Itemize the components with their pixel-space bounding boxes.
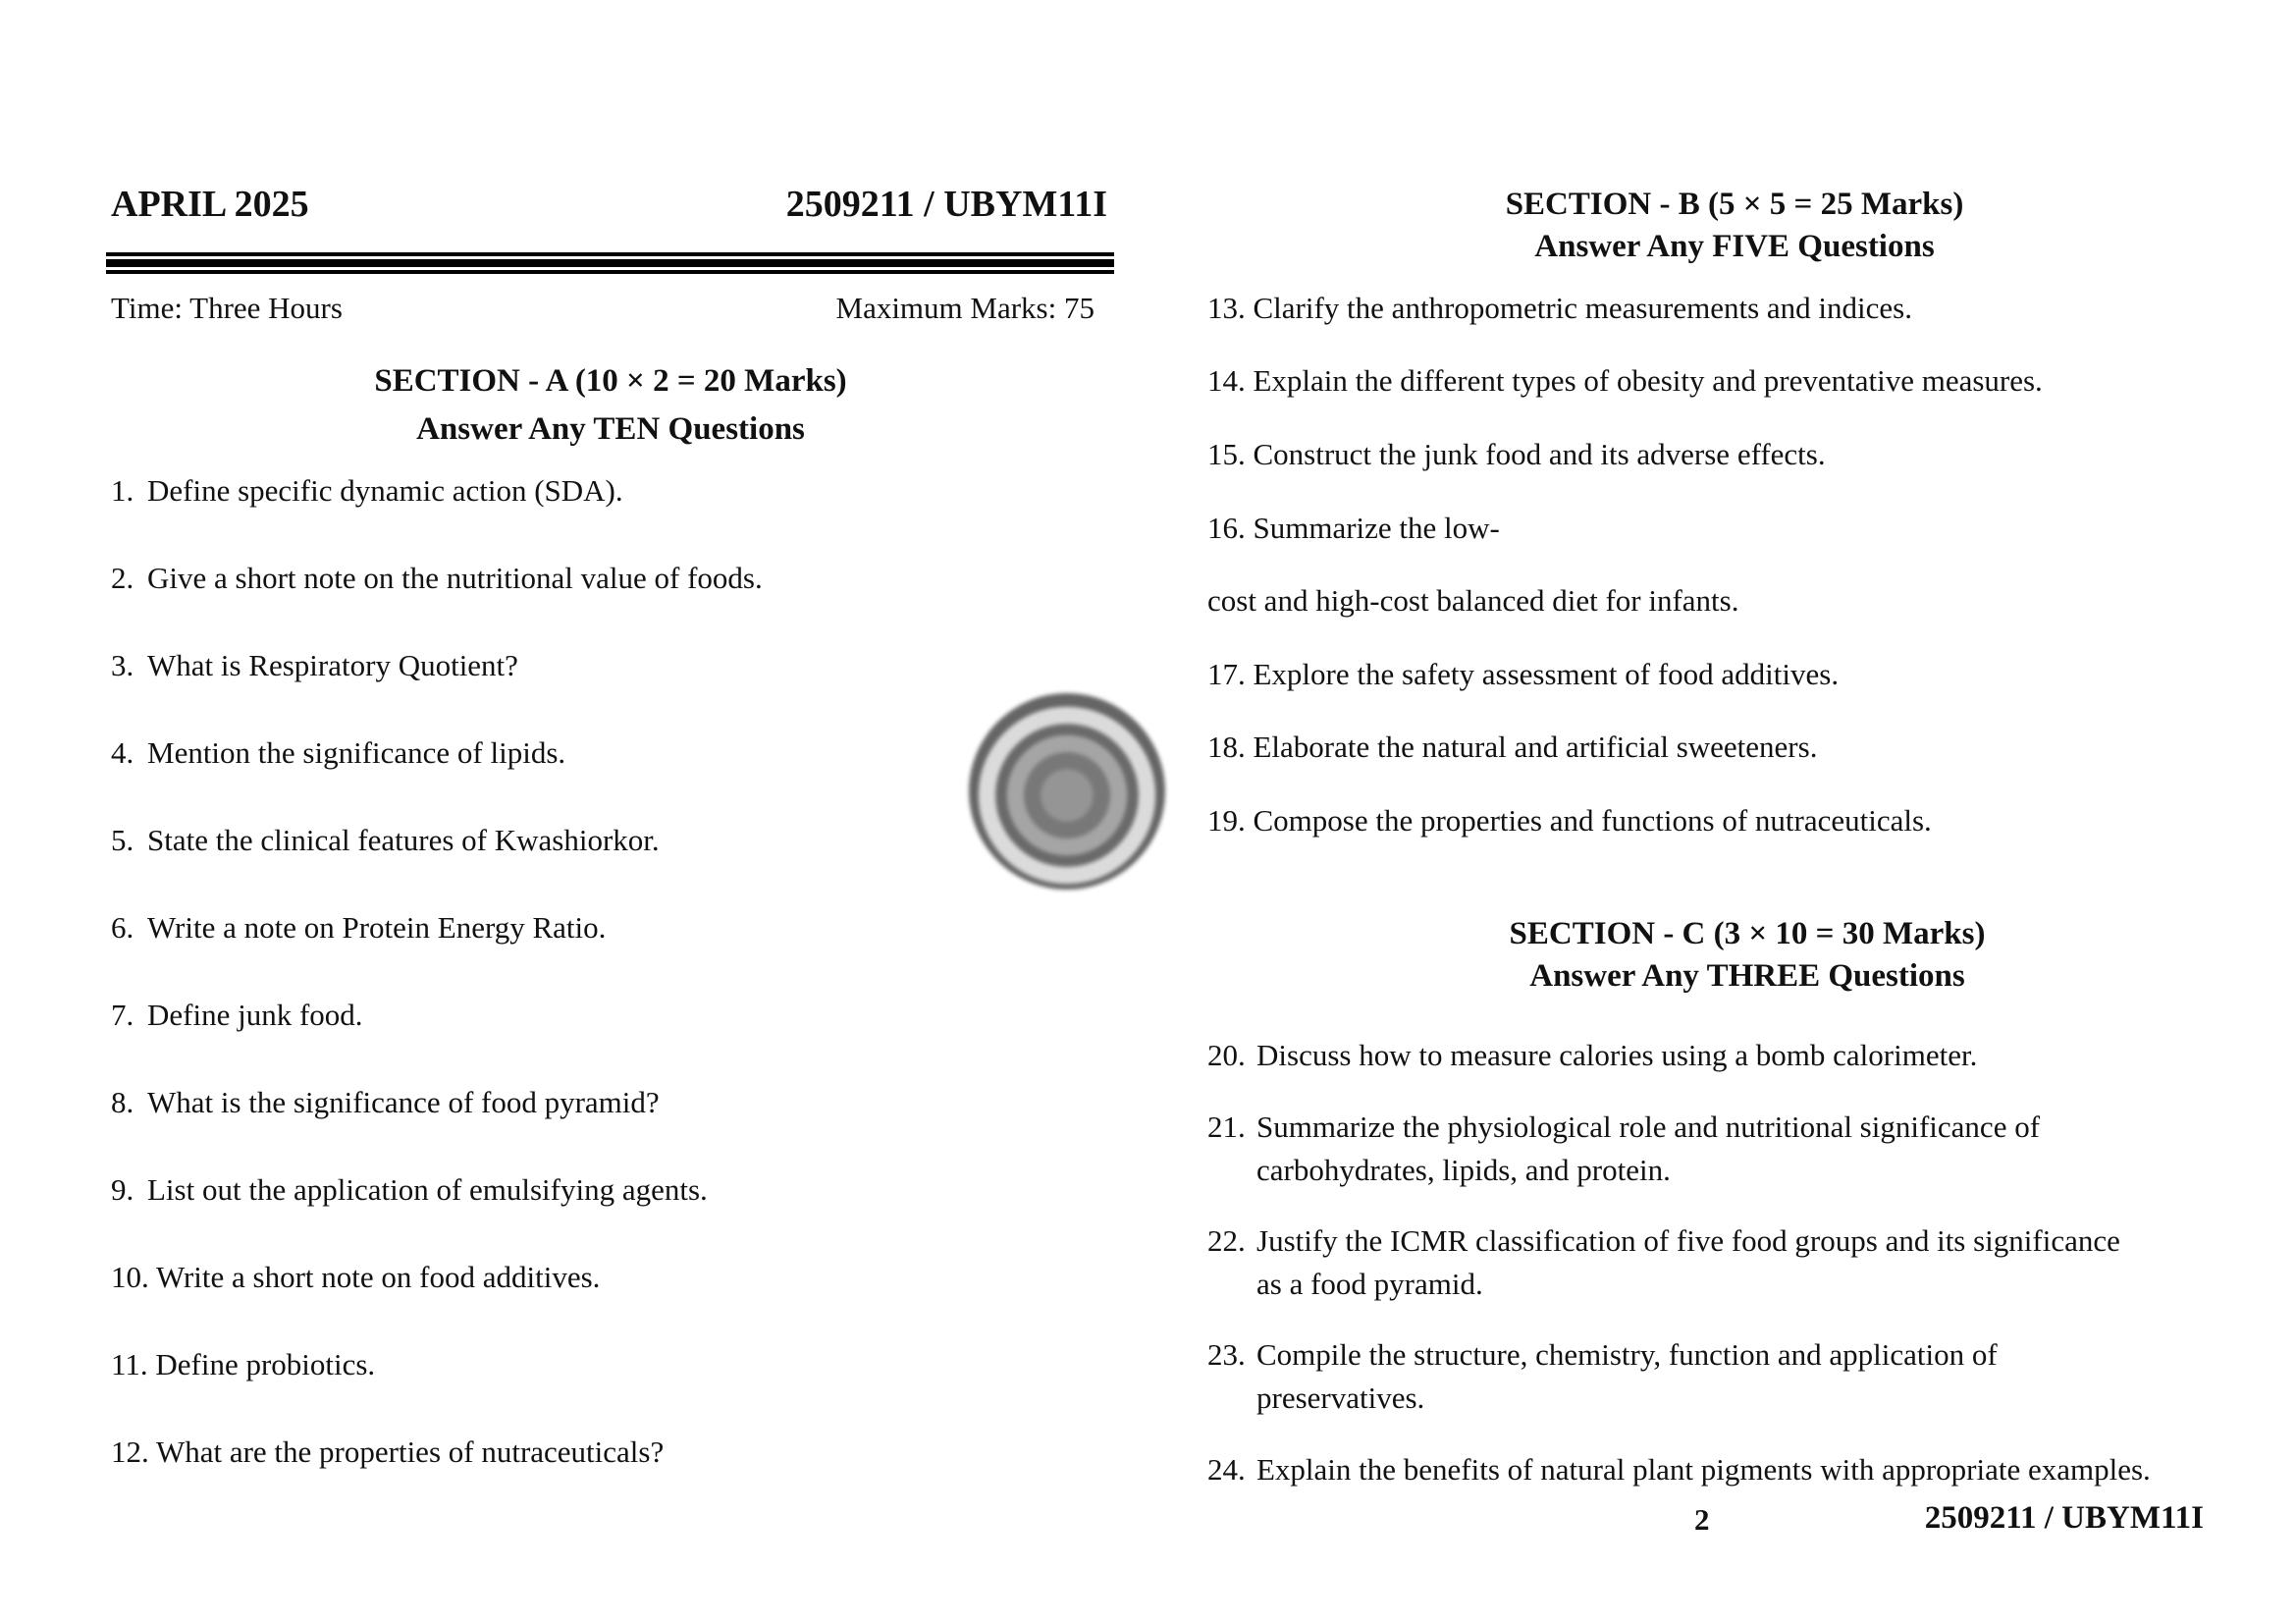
question-item bbox=[111, 561, 763, 596]
question-item bbox=[1207, 1223, 2120, 1259]
question-text: Discuss how to measure calories using a bomb calorimeter. bbox=[1256, 1038, 1978, 1072]
question-text: Justify the ICMR classification of five food groups and its significance bbox=[1256, 1223, 2120, 1258]
question-item bbox=[111, 648, 518, 683]
seal-stamp-icon bbox=[969, 693, 1165, 890]
question-number: 17. bbox=[1207, 657, 1246, 691]
question-number: 13. bbox=[1207, 291, 1246, 325]
question-item bbox=[1207, 1337, 1998, 1373]
question-number: 2. bbox=[111, 561, 134, 595]
question-number: 7. bbox=[111, 998, 134, 1032]
question-number: 5. bbox=[111, 823, 134, 857]
question-item bbox=[1207, 1038, 1977, 1073]
question-item bbox=[111, 998, 363, 1033]
question-text: Elaborate the natural and artificial sweeteners. bbox=[1253, 730, 1818, 764]
question-text: What are the properties of nutraceuticals? bbox=[155, 1435, 665, 1469]
question-item bbox=[1207, 291, 1912, 326]
question-item bbox=[111, 473, 623, 509]
question-continuation: as a food pyramid. bbox=[1256, 1267, 1483, 1301]
question-number: 3. bbox=[111, 648, 134, 682]
question-item bbox=[111, 823, 660, 858]
question-number: 14. bbox=[1207, 363, 1246, 398]
question-text: Define junk food. bbox=[147, 998, 363, 1032]
question-item bbox=[111, 1435, 664, 1470]
question-item bbox=[111, 1085, 660, 1120]
question-continuation: cost and high-cost balanced diet for infants. bbox=[1207, 583, 1739, 618]
question-text: Define specific dynamic action (SDA). bbox=[147, 473, 623, 508]
question-text: Mention the significance of lipids. bbox=[147, 735, 566, 770]
question-text: Explore the safety assessment of food additives. bbox=[1253, 657, 1840, 691]
question-text: Write a note on Protein Energy Ratio. bbox=[147, 910, 607, 945]
question-item bbox=[111, 910, 606, 946]
question-text: What is the significance of food pyramid? bbox=[147, 1085, 660, 1119]
question-item bbox=[1207, 363, 2043, 399]
section-c-title: SECTION - C (3 × 10 = 30 Marks) bbox=[1509, 916, 1986, 951]
question-text: Give a short note on the nutritional value of foods. bbox=[147, 561, 763, 595]
question-item bbox=[1207, 657, 1839, 692]
exam-month: APRIL 2025 bbox=[111, 184, 309, 225]
question-text: List out the application of emulsifying agents. bbox=[147, 1172, 708, 1207]
question-number: 11. bbox=[111, 1347, 148, 1381]
question-item bbox=[111, 735, 565, 771]
question-continuation: preservatives. bbox=[1256, 1380, 1425, 1415]
question-number: 6. bbox=[111, 910, 134, 945]
question-text: Compose the properties and functions of nutraceuticals. bbox=[1253, 803, 1932, 838]
question-text: Explain the different types of obesity and preventative measures. bbox=[1253, 363, 2043, 398]
question-number: 24. bbox=[1207, 1452, 1246, 1487]
question-number: 15. bbox=[1207, 437, 1246, 471]
question-text: Clarify the anthropometric measurements and indices. bbox=[1253, 291, 1912, 325]
question-number: 12. bbox=[111, 1435, 149, 1469]
exam-duration: Time: Three Hours bbox=[111, 291, 343, 325]
question-text: Explain the benefits of natural plant pigments with appropriate examples. bbox=[1256, 1452, 2151, 1487]
section-a-title: SECTION - A (10 × 2 = 20 Marks) bbox=[374, 363, 847, 399]
question-continuation: carbohydrates, lipids, and protein. bbox=[1256, 1153, 1671, 1187]
question-item bbox=[111, 1172, 708, 1208]
question-item bbox=[1207, 803, 1932, 839]
paper-code: 2509211 / UBYM11I bbox=[785, 184, 1107, 225]
question-number: 20. bbox=[1207, 1038, 1246, 1072]
page-number: 2 bbox=[1694, 1502, 1710, 1537]
question-item bbox=[111, 1347, 375, 1382]
question-item bbox=[1207, 1452, 2151, 1488]
question-number: 18. bbox=[1207, 730, 1246, 764]
question-number: 23. bbox=[1207, 1337, 1246, 1372]
question-text: Compile the structure, chemistry, function and application of bbox=[1256, 1337, 1998, 1372]
footer-paper-code: 2509211 / UBYM11I bbox=[1924, 1500, 2204, 1536]
question-number: 10. bbox=[111, 1260, 149, 1294]
question-item bbox=[1207, 730, 1817, 765]
question-text: Summarize the physiological role and nutritional significance of bbox=[1256, 1110, 2041, 1144]
question-text: Define probiotics. bbox=[155, 1347, 376, 1381]
question-number: 9. bbox=[111, 1172, 134, 1207]
header-rule bbox=[106, 252, 1114, 274]
section-b-title: SECTION - B (5 × 5 = 25 Marks) bbox=[1505, 187, 1964, 222]
question-number: 1. bbox=[111, 473, 134, 508]
question-number: 21. bbox=[1207, 1110, 1246, 1144]
question-item bbox=[1207, 437, 1826, 472]
section-b-instruction: Answer Any FIVE Questions bbox=[1534, 229, 1935, 264]
question-item bbox=[1207, 1110, 2040, 1145]
question-text: Construct the junk food and its adverse effects. bbox=[1253, 437, 1826, 471]
question-text: State the clinical features of Kwashiorkor. bbox=[147, 823, 660, 857]
question-text: What is Respiratory Quotient? bbox=[147, 648, 518, 682]
question-text: Write a short note on food additives. bbox=[155, 1260, 601, 1294]
maximum-marks: Maximum Marks: 75 bbox=[835, 291, 1095, 325]
section-a-instruction: Answer Any TEN Questions bbox=[416, 411, 805, 447]
question-number: 4. bbox=[111, 735, 134, 770]
question-item bbox=[111, 1260, 600, 1295]
question-number: 8. bbox=[111, 1085, 134, 1119]
question-number: 22. bbox=[1207, 1223, 1246, 1258]
question-number: 16. bbox=[1207, 511, 1246, 545]
section-c-instruction: Answer Any THREE Questions bbox=[1529, 958, 1965, 994]
question-text: Summarize the low- bbox=[1253, 511, 1500, 545]
question-number: 19. bbox=[1207, 803, 1246, 838]
question-item bbox=[1207, 511, 1500, 546]
